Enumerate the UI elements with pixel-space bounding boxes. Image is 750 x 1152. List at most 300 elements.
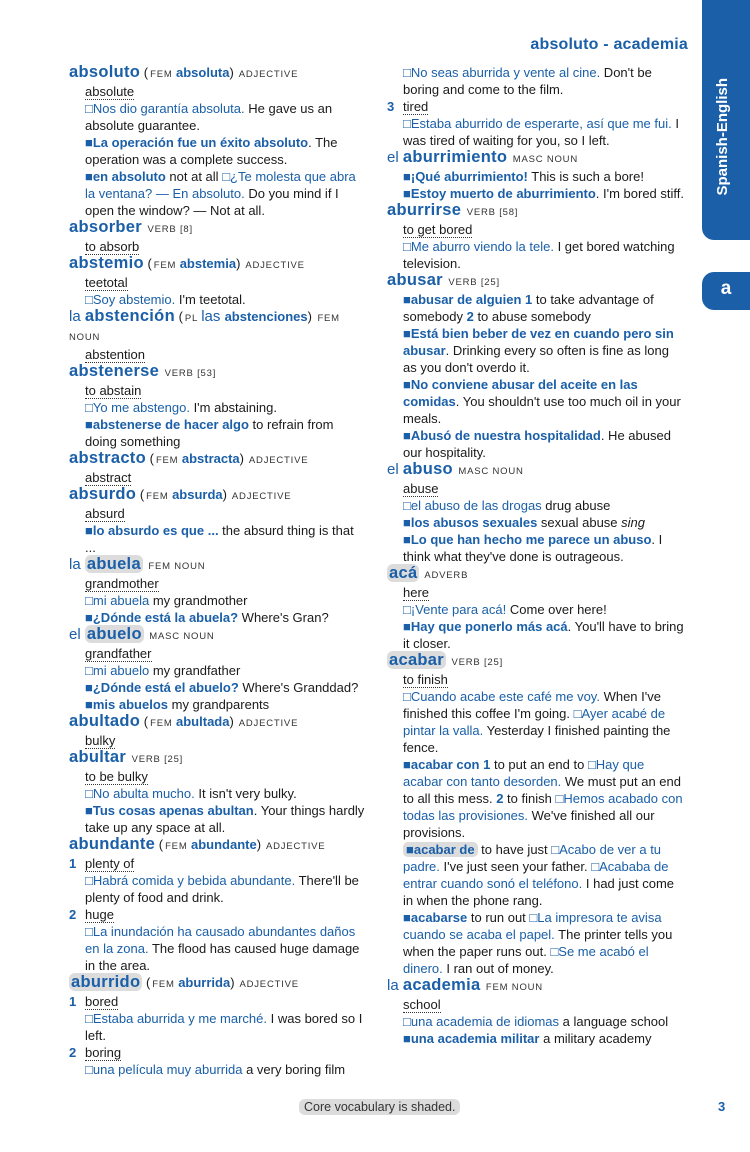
- english-text: a very boring film: [242, 1062, 346, 1077]
- english-text: ): [222, 487, 227, 502]
- english-text: When I've finished this coffee I'm going.: [403, 689, 661, 721]
- grammar-form: absurda: [172, 487, 223, 502]
- example: [69, 100, 367, 134]
- dictionary-entry: [387, 202, 685, 272]
- english-text: ): [307, 309, 312, 324]
- sense-number: 2: [69, 907, 77, 922]
- headword-core: abuela: [86, 555, 141, 573]
- entry-head: [69, 974, 367, 993]
- english-text: Don't be boring and come to the film.: [403, 65, 652, 97]
- headword: abstracto: [69, 449, 146, 467]
- translation: tired: [403, 99, 429, 114]
- example: [69, 785, 367, 802]
- english-text: . He abused our hospitality.: [403, 428, 671, 460]
- translation: abstract: [85, 470, 132, 485]
- dictionary-entry: [387, 461, 685, 565]
- translation: school: [403, 997, 441, 1012]
- dictionary-entry: [69, 974, 367, 1078]
- english-text: . Your things hardly take up any space at all.: [85, 803, 365, 835]
- grammar-form: abstenciones: [224, 309, 308, 324]
- translation: plenty of: [85, 856, 135, 871]
- english-text: Come over here!: [506, 602, 607, 617]
- example: [69, 416, 367, 450]
- entry-head: [69, 486, 367, 505]
- translation: abstention: [85, 347, 145, 362]
- example: [69, 274, 367, 291]
- part-of-speech: ADVERB: [421, 570, 469, 581]
- english-text: Do you mind if I open the window? — Not at all.: [85, 186, 339, 218]
- dictionary-entry: [387, 652, 685, 977]
- english-text: (: [145, 451, 154, 466]
- translation: boring: [85, 1045, 122, 1060]
- example-sentence: □ La inundación ha causado abundantes daños en la zona.: [85, 924, 355, 956]
- phrase: ■ ¡Qué aburrimiento!: [403, 169, 528, 184]
- sense: [69, 855, 367, 872]
- example: [387, 185, 685, 202]
- part-of-speech: VERB [53]: [161, 368, 217, 379]
- example: [387, 584, 685, 601]
- english-text: I've just seen your father.: [439, 859, 592, 874]
- example: [69, 592, 367, 609]
- example: [69, 505, 367, 522]
- phrase: ■ mis abuelos: [85, 697, 168, 712]
- headword-core: acá: [389, 564, 418, 582]
- entry-head: [69, 450, 367, 469]
- example: [387, 168, 685, 185]
- english-text: (: [174, 309, 183, 324]
- sense: [387, 98, 685, 115]
- sense: [69, 1044, 367, 1061]
- example: [69, 575, 367, 592]
- headword: aburrirse: [387, 201, 462, 219]
- example: [387, 1030, 685, 1047]
- english-text: ): [256, 837, 262, 852]
- example-sentence: □ el abuso de las drogas: [403, 498, 542, 513]
- english-text: ): [236, 256, 241, 271]
- english-text: to run out: [467, 910, 530, 925]
- phrase: ■ Tus cosas apenas abultan: [85, 803, 254, 818]
- headword: abuso: [402, 460, 453, 478]
- part-of-speech: VERB [8]: [144, 224, 193, 235]
- headword: absurdo: [69, 485, 137, 503]
- example-sentence: □ No abulta mucho.: [85, 786, 195, 801]
- example: [69, 802, 367, 836]
- phrase: ■ Hay que ponerlo más acá: [403, 619, 568, 634]
- part-of-speech: VERB [25]: [444, 277, 500, 288]
- dictionary-entry: [69, 363, 367, 450]
- translation: grandfather: [85, 646, 152, 661]
- article: la: [69, 556, 85, 573]
- translation: absolute: [85, 84, 135, 99]
- example: [387, 688, 685, 756]
- english-text: to take advantage of somebody: [403, 292, 654, 324]
- translation: bulky: [85, 733, 116, 748]
- phrase: ■ abstenerse de hacer algo: [85, 417, 249, 432]
- example: [387, 427, 685, 461]
- part-of-speech: VERB [25]: [448, 657, 504, 668]
- headword: abundante: [69, 835, 156, 853]
- example: [69, 83, 367, 100]
- translation: to abstain: [85, 383, 142, 398]
- example: [387, 238, 685, 272]
- example-sentence: □ Nos dio garantía absoluta.: [85, 101, 245, 116]
- entry-head: [387, 977, 685, 996]
- article: las: [201, 308, 225, 325]
- part-of-speech: MASC NOUN: [145, 631, 215, 642]
- example: [387, 671, 685, 688]
- example-sentence: □ Habrá comida y bebida abundante.: [85, 873, 295, 888]
- english-text: It isn't very bulky.: [194, 786, 297, 801]
- english-text: to put an end to: [490, 757, 588, 772]
- phrase: ■ una academia militar: [403, 1031, 539, 1046]
- example-sentence: □ Hemos acabado con todas las provisiones.: [403, 791, 683, 823]
- article: el: [69, 626, 85, 643]
- example-sentence: □ Yo me abstengo.: [85, 400, 190, 415]
- headword-core: abuelo: [86, 625, 142, 643]
- headword: academia: [402, 976, 481, 994]
- english-text: I was bored so I left.: [85, 1011, 363, 1043]
- example: [69, 346, 367, 363]
- sense-number: 2: [69, 1045, 77, 1060]
- example-sentence: □ una academia de idiomas: [403, 1014, 559, 1029]
- example: [387, 221, 685, 238]
- example: [69, 238, 367, 255]
- example-sentence: □ ¡Vente para acá!: [403, 602, 506, 617]
- english-text: (: [155, 837, 164, 852]
- dictionary-entry: [69, 749, 367, 836]
- english-text: the absurd thing is that ...: [85, 523, 354, 555]
- example: [69, 469, 367, 486]
- left-column: [69, 64, 367, 1078]
- phrase: ■ La operación fue un éxito absoluto: [85, 135, 308, 150]
- english-text: He gave us an absolute guarantee.: [85, 101, 333, 133]
- english-text: I'm abstaining.: [189, 400, 277, 415]
- english-text: a language school: [559, 1014, 669, 1029]
- english-text: my grandfather: [149, 663, 241, 678]
- headword: aburrimiento: [402, 148, 508, 166]
- example: [387, 601, 685, 618]
- phrase: ■ abusar de alguien: [403, 292, 521, 307]
- part-of-speech: ADJECTIVE: [246, 455, 309, 466]
- english-text: not at all: [165, 169, 223, 184]
- phrase: ■ ¿Dónde está el abuelo?: [85, 680, 239, 695]
- example: [69, 291, 367, 308]
- example: [69, 1061, 367, 1078]
- english-text: (: [142, 975, 151, 990]
- part-of-speech: ADJECTIVE: [235, 718, 299, 729]
- phrase: ■ lo absurdo es que ...: [85, 523, 219, 538]
- english-text: I ran out of money.: [442, 961, 554, 976]
- example-sentence: □ una película muy aburrida: [85, 1062, 242, 1077]
- dictionary-entry: [387, 272, 685, 461]
- entry-head: [69, 713, 367, 732]
- example: [387, 841, 685, 909]
- entry-head: [69, 255, 367, 274]
- sense-number: 2: [466, 309, 474, 324]
- phrase: ■ ¿Dónde está la abuela?: [85, 610, 238, 625]
- letter-tab[interactable]: a: [702, 272, 750, 310]
- part-of-speech: ADJECTIVE: [242, 260, 305, 271]
- language-section-label: Spanish-English: [714, 78, 731, 196]
- phrase: ■ Está bien beber de vez en cuando pero sin abusar: [403, 326, 674, 358]
- part-of-speech: VERB [25]: [128, 754, 184, 765]
- english-text: to have just: [477, 842, 552, 857]
- example: [387, 1013, 685, 1030]
- english-text: . You shouldn't use too much oil in your meals.: [403, 394, 681, 426]
- english-text: . I think what they've done is outrageous.: [403, 532, 663, 564]
- page-number: 3: [718, 1099, 726, 1114]
- english-text: ): [239, 451, 244, 466]
- grammar-form: abstemia: [179, 256, 237, 271]
- example-sentence: □ Me aburro viendo la tele.: [403, 239, 554, 254]
- entry-head: [69, 308, 367, 346]
- language-section-tab[interactable]: [702, 0, 750, 240]
- phrase: ■ los abusos sexuales: [403, 515, 537, 530]
- entry-head: [69, 64, 367, 83]
- entry-head: [69, 836, 367, 855]
- example-sentence: □ Estaba aburrido de esperarte, así que me fui.: [403, 116, 672, 131]
- example: [69, 696, 367, 713]
- entry-head: [387, 461, 685, 480]
- entry-head: [387, 272, 685, 291]
- dictionary-entry: [69, 64, 367, 219]
- english-text: I get bored watching television.: [403, 239, 675, 271]
- part-of-speech: ADJECTIVE: [263, 841, 326, 852]
- example: [69, 923, 367, 974]
- grammar-form: abundante: [190, 837, 257, 852]
- example-sentence: □ La impresora te avisa cuando se acaba el papel.: [403, 910, 662, 942]
- entry-head: [387, 565, 685, 584]
- part-of-speech: ADJECTIVE: [228, 491, 292, 502]
- english-text: I'm teetotal.: [175, 292, 246, 307]
- english-text: The flood has caused huge damage in the area.: [85, 941, 360, 973]
- example: [69, 399, 367, 416]
- entry-head: [69, 556, 367, 575]
- part-of-speech: FEM NOUN: [482, 982, 543, 993]
- grammar-form: abultada: [176, 714, 230, 729]
- dictionary-entry: [387, 64, 685, 149]
- right-column: [387, 64, 685, 1047]
- example-sentence: □ Se me acabó el dinero.: [403, 944, 649, 976]
- dictionary-entry: [69, 255, 367, 308]
- english-text: my grandparents: [168, 697, 270, 712]
- part-of-speech: ADJECTIVE: [236, 979, 299, 990]
- english-text: There'll be plenty of food and drink.: [85, 873, 359, 905]
- dictionary-entry: [387, 977, 685, 1047]
- example: [387, 376, 685, 427]
- example-sentence: □ mi abuelo: [85, 663, 149, 678]
- translation: to be bulky: [85, 769, 148, 784]
- example: [69, 1010, 367, 1044]
- headword: absorber: [69, 218, 143, 236]
- example: [387, 756, 685, 841]
- example: [69, 662, 367, 679]
- running-head: absoluto - academia: [530, 36, 688, 53]
- example-sentence: □ Soy abstemio.: [85, 292, 175, 307]
- english-text: drug abuse: [541, 498, 611, 513]
- english-text: . I'm bored stiff.: [595, 186, 685, 201]
- article: el: [387, 461, 403, 478]
- english-text: . You'll have to bring it closer.: [403, 619, 684, 651]
- part-of-speech: FEM NOUN: [144, 561, 206, 572]
- part-of-speech: FEM: [150, 69, 177, 80]
- english-text: . Drinking every so often is fine as long as you don't overdo it.: [403, 343, 669, 375]
- phrase: ■ Lo que han hecho me parece un abuso: [403, 532, 651, 547]
- example-sentence: □ mi abuela: [85, 593, 149, 608]
- english-text: a military academy: [539, 1031, 652, 1046]
- english-text: Where's Gran?: [238, 610, 329, 625]
- part-of-speech: FEM: [152, 979, 179, 990]
- phrase: ■ Abusó de nuestra hospitalidad: [403, 428, 601, 443]
- example: [69, 168, 367, 219]
- translation: abuse: [403, 481, 439, 496]
- part-of-speech: FEM: [155, 455, 182, 466]
- usage-label: sing: [621, 515, 646, 530]
- dictionary-entry: [69, 219, 367, 255]
- part-of-speech: MASC NOUN: [509, 154, 578, 165]
- english-text: my grandmother: [149, 593, 248, 608]
- example: [387, 64, 685, 98]
- example: [69, 768, 367, 785]
- english-text: to finish: [503, 791, 556, 806]
- dictionary-entry: [387, 565, 685, 652]
- example-sentence: □ Acababa de entrar cuando sonó el teléfono.: [403, 859, 668, 891]
- headword: abstenerse: [69, 362, 160, 380]
- dictionary-entry: [69, 556, 367, 626]
- sense-number: 1: [69, 994, 77, 1009]
- english-text: (: [136, 487, 145, 502]
- example: [387, 909, 685, 977]
- headword-core: aburrido: [71, 973, 141, 991]
- article: el: [387, 149, 403, 166]
- english-text: I had just come in when the phone rang.: [403, 876, 675, 908]
- example: [387, 497, 685, 514]
- translation: teetotal: [85, 275, 128, 290]
- english-text: ): [229, 714, 234, 729]
- part-of-speech: MASC NOUN: [454, 466, 524, 477]
- sense-number: 2: [496, 791, 504, 806]
- article: la: [387, 977, 403, 994]
- part-of-speech: FEM: [153, 260, 180, 271]
- sense: [69, 993, 367, 1010]
- part-of-speech: ADJECTIVE: [235, 69, 299, 80]
- footer-note: Core vocabulary is shaded.: [299, 1099, 460, 1115]
- translation: grandmother: [85, 576, 159, 591]
- english-text: ): [229, 65, 234, 80]
- headword: abstención: [84, 307, 175, 325]
- example: [69, 679, 367, 696]
- headword: abultar: [69, 748, 127, 766]
- example: [387, 514, 685, 531]
- english-text: I was tired of waiting for you, so I left.: [403, 116, 679, 148]
- part-of-speech: FEM: [146, 491, 173, 502]
- english-text: (: [143, 256, 152, 271]
- sense: [69, 906, 367, 923]
- translation: huge: [85, 907, 114, 922]
- dictionary-entry: [69, 836, 367, 974]
- example: [387, 325, 685, 376]
- example: [69, 134, 367, 168]
- grammar-form: absoluta: [176, 65, 230, 80]
- english-text: (: [140, 65, 149, 80]
- entry-head: [69, 363, 367, 382]
- example-sentence: □ Ayer acabé de pintar la valla.: [403, 706, 665, 738]
- phrase: ■ Estoy muerto de aburrimiento: [403, 186, 596, 201]
- phrase: ■ acabar con: [403, 757, 480, 772]
- headword: absoluto: [69, 63, 141, 81]
- phrase: ■ No conviene abusar del aceite en las comidas: [403, 377, 638, 409]
- english-text: to refrain from doing something: [85, 417, 334, 449]
- entry-head: [387, 202, 685, 221]
- example: [69, 522, 367, 556]
- example-sentence: □ Cuando acabe este café me voy.: [403, 689, 600, 704]
- example: [69, 732, 367, 749]
- english-text: (: [140, 714, 149, 729]
- example: [387, 480, 685, 497]
- article: la: [69, 308, 85, 325]
- part-of-speech: FEM NOUN: [69, 313, 340, 343]
- english-text: This is such a bore!: [527, 169, 644, 184]
- example-sentence: □ Hay que acabar con tanto desorden.: [403, 757, 644, 789]
- dictionary-entry: [69, 308, 367, 363]
- part-of-speech: PL: [184, 313, 202, 324]
- english-text: Where's Granddad?: [238, 680, 359, 695]
- sense-number: 3: [387, 99, 395, 114]
- headword: abultado: [69, 712, 141, 730]
- example: [69, 382, 367, 399]
- headword: abusar: [387, 271, 443, 289]
- english-text: Yesterday I finished painting the fence.: [403, 723, 671, 755]
- phrase: ■ en absoluto: [85, 169, 166, 184]
- sense-number: 1: [69, 856, 77, 871]
- english-text: to abuse somebody: [473, 309, 591, 324]
- sense-number: 1: [521, 292, 533, 307]
- dictionary-entry: [69, 713, 367, 749]
- example-sentence: □ No seas aburrida y vente al cine.: [403, 65, 600, 80]
- example: [387, 996, 685, 1013]
- english-text: We must put an end to all this mess.: [403, 774, 681, 806]
- translation: here: [403, 585, 430, 600]
- phrase: ■ acabarse: [403, 910, 467, 925]
- entry-head: [69, 749, 367, 768]
- part-of-speech: VERB [58]: [463, 207, 519, 218]
- english-text: ): [230, 975, 235, 990]
- example: [387, 531, 685, 565]
- translation: absurd: [85, 506, 125, 521]
- sense-number: 1: [479, 757, 491, 772]
- entry-head: [387, 652, 685, 671]
- english-text: sexual abuse: [537, 515, 622, 530]
- translation: to finish: [403, 672, 448, 687]
- part-of-speech: FEM: [150, 718, 177, 729]
- example: [69, 872, 367, 906]
- example: [69, 645, 367, 662]
- entry-head: [387, 149, 685, 168]
- translation: to absorb: [85, 239, 140, 254]
- phrase-core: ■ acabar de: [403, 842, 478, 857]
- part-of-speech: FEM: [165, 841, 191, 852]
- example: [387, 115, 685, 149]
- dictionary-entry: [69, 486, 367, 556]
- example-sentence: □ Acabo de ver a tu padre.: [403, 842, 661, 874]
- example: [387, 291, 685, 325]
- example-sentence: □ Estaba aburrida y me marché.: [85, 1011, 267, 1026]
- headword-core: acabar: [389, 651, 445, 669]
- entry-head: [69, 219, 367, 238]
- entry-head: [69, 626, 367, 645]
- example: [69, 609, 367, 626]
- english-text: . The operation was a complete success.: [85, 135, 338, 167]
